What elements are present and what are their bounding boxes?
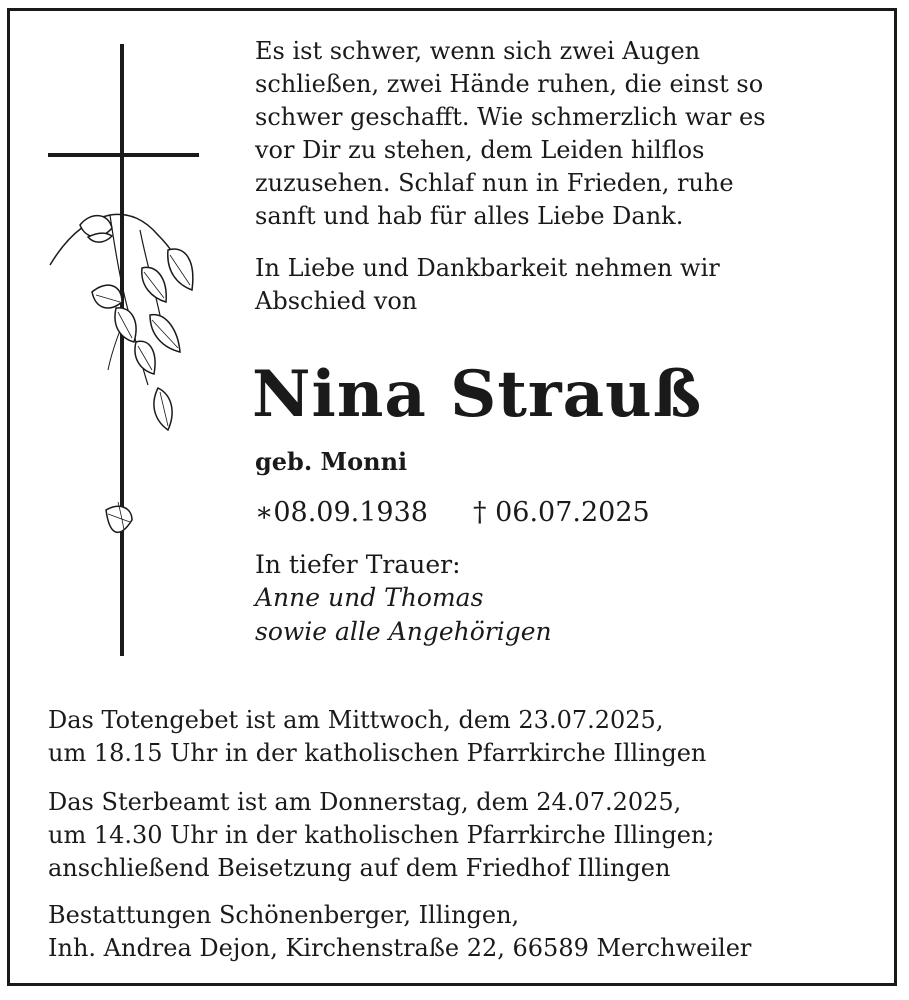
requiem-service-info: Das Sterbeamt ist am Donnerstag, dem 24.07.2025, um 14.30 Uhr in der katholischen Pfarrkirche Illingen; anschließend Beisetzung auf dem Friedhof Illingen (48, 788, 715, 882)
prayer-service-info: Das Totengebet ist am Mittwoch, dem 23.07.2025, um 18.15 Uhr in der katholischen Pfarrkirche Illingen (48, 706, 707, 767)
cross-with-birch-branch-icon (40, 40, 210, 660)
deceased-name: Nina Strauß (252, 357, 703, 432)
farewell-intro: In Liebe und Dankbarkeit nehmen wir Abschied von (255, 254, 720, 315)
death-date: † 06.07.2025 (473, 497, 650, 528)
mourning-label: In tiefer Trauer: (255, 550, 461, 579)
maiden-name: geb. Monni (255, 447, 408, 476)
life-dates (255, 495, 815, 531)
mourner-names: Anne und Thomas sowie alle Angehörigen (255, 583, 552, 646)
birth-date: ∗08.09.1938 (255, 497, 428, 528)
poem: Es ist schwer, wenn sich zwei Augen schließen, zwei Hände ruhen, die einst so schwer geschafft. Wie schmerzlich war es vor Dir zu stehen, dem Leiden hilflos zuzusehen. Schlaf nun in Frieden, ruhe sanft und hab für alles Liebe Dank. (255, 37, 766, 230)
funeral-home-info: Bestattungen Schönenberger, Illingen, Inh. Andrea Dejon, Kirchenstraße 22, 66589 Merchweiler (48, 901, 752, 962)
